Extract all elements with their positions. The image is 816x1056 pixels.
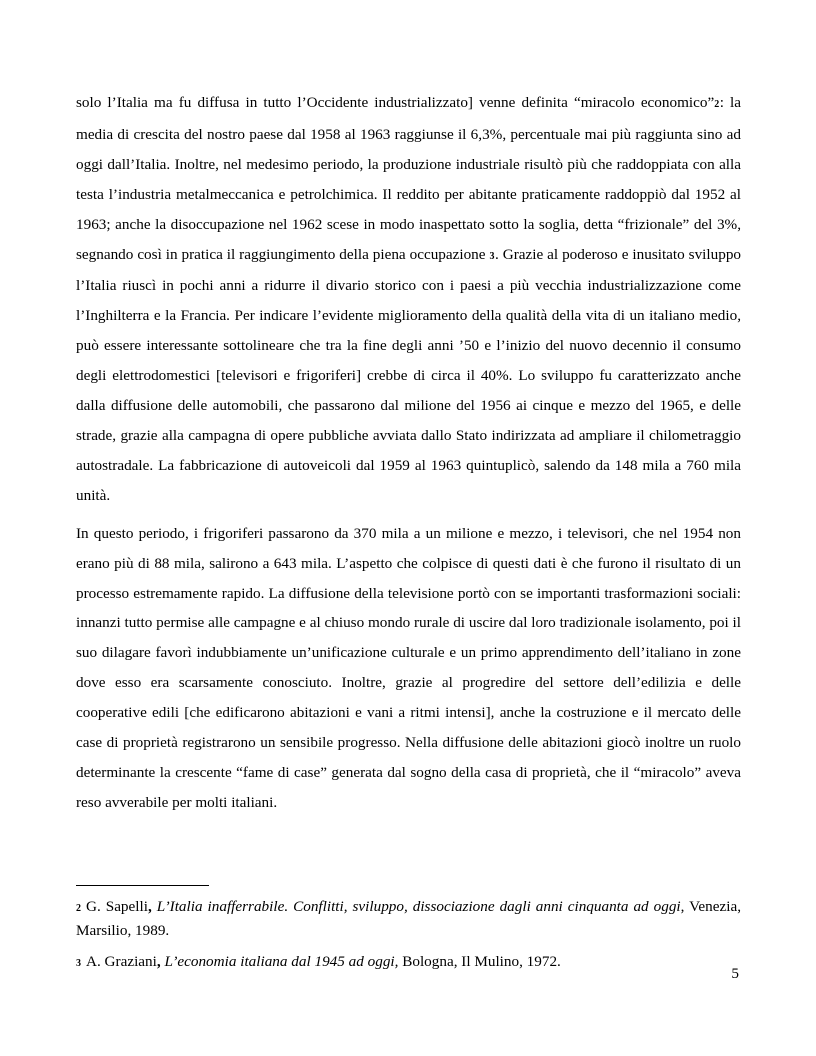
footnote-mark: 3	[76, 958, 81, 969]
paragraph-1	[76, 88, 741, 511]
footnote-3	[76, 951, 741, 975]
footnote-separator	[76, 885, 209, 886]
footnote-2	[76, 896, 741, 942]
footnote-comma: ,	[156, 953, 161, 970]
footnote-author: G. Sapelli	[86, 898, 148, 915]
paragraph-2: In questo periodo, i frigoriferi passarono da 370 mila a un milione e mezzo, i televisori, che nel 1954 non erano più di 88 mila, salirono a 643 mila. L’aspetto che colpisce di questi dati è che furono il risultato di un processo estremamente rapido. La diffusione della televisione portò con se importanti trasformazioni sociali: innanzi tutto permise alle campagne e al chiuso mondo rurale di uscire dal loro tradizionale isolamento, poi il suo dilagare favorì indubbiamente un’unificazione culturale e un primo apprendimento dell’italiano in zone dove esso era scarsamente conosciuto. Inoltre, grazie al progredire del settore dell’edilizia e delle cooperative edili [che edificarono abitazioni e vani a ritmi intensi], anche la costruzione e il mercato delle case di proprietà registrarono un sensibile progresso. Nella diffusione delle abitazioni giocò inoltre un ruolo determinante la crescente “fame di case” generata dal sogno della casa di proprietà, che il “miracolo” aveva reso avverabile per molti italiani.	[76, 524, 741, 811]
paragraph-1-text-b: : la media di crescita del nostro paese dal 1958 al 1963 raggiunse il 6,3%, percentuale mai più raggiunta sino ad oggi dall’Italia. Inoltre, nel medesimo periodo, la produzione industriale risultò più che raddoppiata con alla testa l’industria metalmeccanica e petrolchimica. Il reddito per abitante praticamente raddoppiò dal 1952 al 1963; anche la disoccupazione nel 1962 scese in modo inaspettato sotto la soglia, detta “frizionale” del 3%, segnando così in pratica il raggiungimento della piena occupazione	[76, 94, 741, 263]
paragraph-1-text-c: . Grazie al poderoso e inusitato sviluppo l’Italia riuscì in pochi anni a ridurre il divario storico con i paesi a più vecchia industrializzazione come l’Inghilterra e la Francia. Per indicare l’evidente miglioramento della qualità della vita di un italiano medio, può essere interessante sottolineare che tra la fine degli anni ’50 e l’inizio del nuovo decennio il consumo degli elettrodomestici [televisori e frigoriferi] crebbe di circa il 40%. Lo sviluppo fu caratterizzato anche dalla diffusione delle automobili, che passarono dal milione del 1956 ai cinque e mezzo del 1965, e delle strade, grazie alla campagna di opere pubbliche avviata dallo Stato indirizzata ad ampliare il chilometraggio autostradale. La fabbricazione di autoveicoli dal 1959 al 1963 quintuplicò, salendo da 148 mila a 760 mila unità.	[76, 245, 742, 504]
main-text	[76, 88, 741, 818]
footnote-comma: ,	[147, 898, 152, 915]
footnote-title: L’economia italiana dal 1945 ad oggi,	[164, 953, 399, 970]
footnote-mark: 2	[76, 903, 81, 914]
footnote-ref-3[interactable]: 3	[489, 250, 495, 262]
footnote-publication: , Venezia, Marsilio, 1989.	[76, 898, 741, 939]
footnotes	[76, 896, 741, 975]
paragraph-1-text-a: solo l’Italia ma fu diffusa in tutto l’Occidente industrializzato] venne definita “miracolo economico”	[76, 94, 715, 111]
footnote-ref-2[interactable]: 2	[714, 99, 720, 110]
footnote-author: A. Graziani	[86, 953, 157, 970]
footnote-publication: Bologna, Il Mulino, 1972.	[398, 953, 561, 970]
footnote-title: L’Italia inafferrabile. Conflitti, sviluppo, dissociazione dagli anni cinquanta ad oggi	[156, 898, 681, 915]
page-number: 5	[731, 965, 739, 982]
